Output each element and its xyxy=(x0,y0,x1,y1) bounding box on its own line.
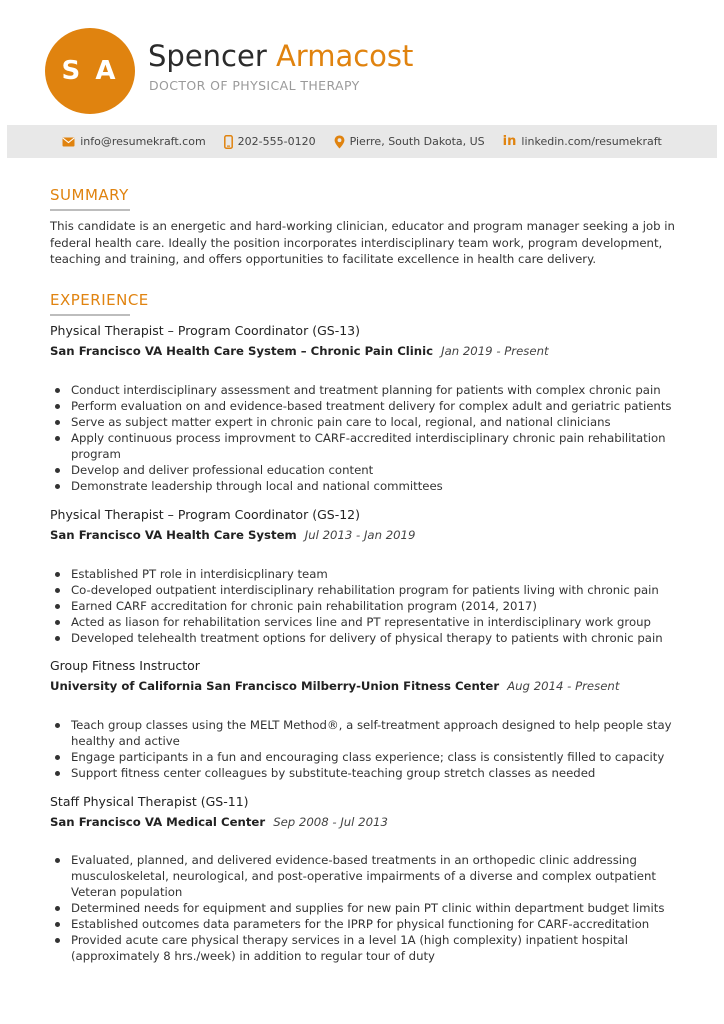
summary-text: This candidate is an energetic and hard-working clinician, educator and program manager seeking a job in federal health care. Ideally the position incorporates interdisciplinary team work, program development, teaching and training, and offers opportunities to facilitate excellence in health care delivery. xyxy=(50,219,675,266)
map-pin-icon xyxy=(334,135,345,149)
job-title-headline: DOCTOR OF PHYSICAL THERAPY xyxy=(149,78,360,93)
job-organization xyxy=(50,679,619,693)
contact-email[interactable] xyxy=(62,135,205,148)
list-item: Established outcomes data parameters for the IPRP for physical functioning for CARF-accreditation xyxy=(50,916,675,932)
summary-divider xyxy=(50,209,130,211)
contact-phone[interactable] xyxy=(224,135,316,149)
contact-bar xyxy=(7,125,717,158)
list-item: Apply continuous process improvment to CARF-accredited interdisciplinary chronic pain rehabilitation program xyxy=(50,430,675,462)
last-name: Armacost xyxy=(275,39,414,73)
list-item: Demonstrate leadership through local and national committees xyxy=(50,478,675,494)
job-organization xyxy=(50,528,415,542)
candidate-name xyxy=(148,38,413,74)
envelope-icon xyxy=(62,137,75,147)
list-item: Evaluated, planned, and delivered evidence-based treatments in an orthopedic clinic addressing musculoskeletal, neurological, and post-operative impairments of a diverse and complex outpatient Veteran population xyxy=(50,852,675,900)
contact-location xyxy=(334,135,485,149)
job-dates: Sep 2008 - Jul 2013 xyxy=(273,815,388,829)
experience-heading: EXPERIENCE xyxy=(50,291,149,309)
job-title: Physical Therapist – Program Coordinator (GS-13) xyxy=(50,323,360,338)
list-item: Perform evaluation on and evidence-based treatment delivery for complex adult and geriatric patients xyxy=(50,398,675,414)
list-item: Support fitness center colleagues by substitute-teaching group stretch classes as needed xyxy=(50,765,675,781)
job-title: Group Fitness Instructor xyxy=(50,658,200,673)
job-title: Physical Therapist – Program Coordinator (GS-12) xyxy=(50,507,360,522)
job-bullets xyxy=(50,382,675,494)
job-bullets xyxy=(50,717,675,781)
job-dates: Aug 2014 - Present xyxy=(507,679,620,693)
list-item: Established PT role in interdisicplinary team xyxy=(50,566,675,582)
job-org-name: San Francisco VA Health Care System xyxy=(50,528,297,542)
mobile-phone-icon xyxy=(224,135,233,149)
list-item: Developed telehealth treatment options for delivery of physical therapy to patients with chronic pain xyxy=(50,630,675,646)
linkedin-text[interactable]: linkedin.com/resumekraft xyxy=(521,135,662,148)
list-item: Determined needs for equipment and supplies for new pain PT clinic within department budget limits xyxy=(50,900,675,916)
job-org-name: San Francisco VA Health Care System – Chronic Pain Clinic xyxy=(50,344,434,358)
summary-heading: SUMMARY xyxy=(50,186,129,204)
job-organization xyxy=(50,344,549,358)
job-org-name: University of California San Francisco Milberry-Union Fitness Center xyxy=(50,679,500,693)
job-dates: Jan 2019 - Present xyxy=(441,344,549,358)
resume-header xyxy=(0,0,724,125)
list-item: Serve as subject matter expert in chronic pain care to local, regional, and national clinicians xyxy=(50,414,675,430)
list-item: Provided acute care physical therapy services in a level 1A (high complexity) inpatient hospital (approximately 8 hrs./week) in addition to regular tour of duty xyxy=(50,932,675,964)
monogram-avatar: S A xyxy=(45,28,135,114)
email-text[interactable]: info@resumekraft.com xyxy=(80,135,206,148)
job-title: Staff Physical Therapist (GS-11) xyxy=(50,794,249,809)
job-bullets xyxy=(50,566,675,646)
list-item: Teach group classes using the MELT Method®, a self-treatment approach designed to help people stay healthy and active xyxy=(50,717,675,749)
linkedin-icon: in xyxy=(502,134,517,149)
job-organization xyxy=(50,815,388,829)
first-name: Spencer xyxy=(148,39,267,73)
job-org-name: San Francisco VA Medical Center xyxy=(50,815,266,829)
location-text: Pierre, South Dakota, US xyxy=(349,135,485,148)
list-item: Engage participants in a fun and encouraging class experience; class is consistently filled to capacity xyxy=(50,749,675,765)
job-bullets xyxy=(50,852,675,964)
experience-divider xyxy=(50,314,130,316)
list-item: Co-developed outpatient interdisciplinary rehabilitation program for patients living with chronic pain xyxy=(50,582,675,598)
list-item: Develop and deliver professional education content xyxy=(50,462,675,478)
list-item: Acted as liason for rehabilitation services line and PT representative in interdisciplinary work group xyxy=(50,614,675,630)
job-dates: Jul 2013 - Jan 2019 xyxy=(304,528,416,542)
contact-linkedin[interactable] xyxy=(503,134,662,149)
list-item: Earned CARF accreditation for chronic pain rehabilitation program (2014, 2017) xyxy=(50,598,675,614)
list-item: Conduct interdisciplinary assessment and treatment planning for patients with complex chronic pain xyxy=(50,382,675,398)
phone-text[interactable]: 202-555-0120 xyxy=(237,135,316,148)
